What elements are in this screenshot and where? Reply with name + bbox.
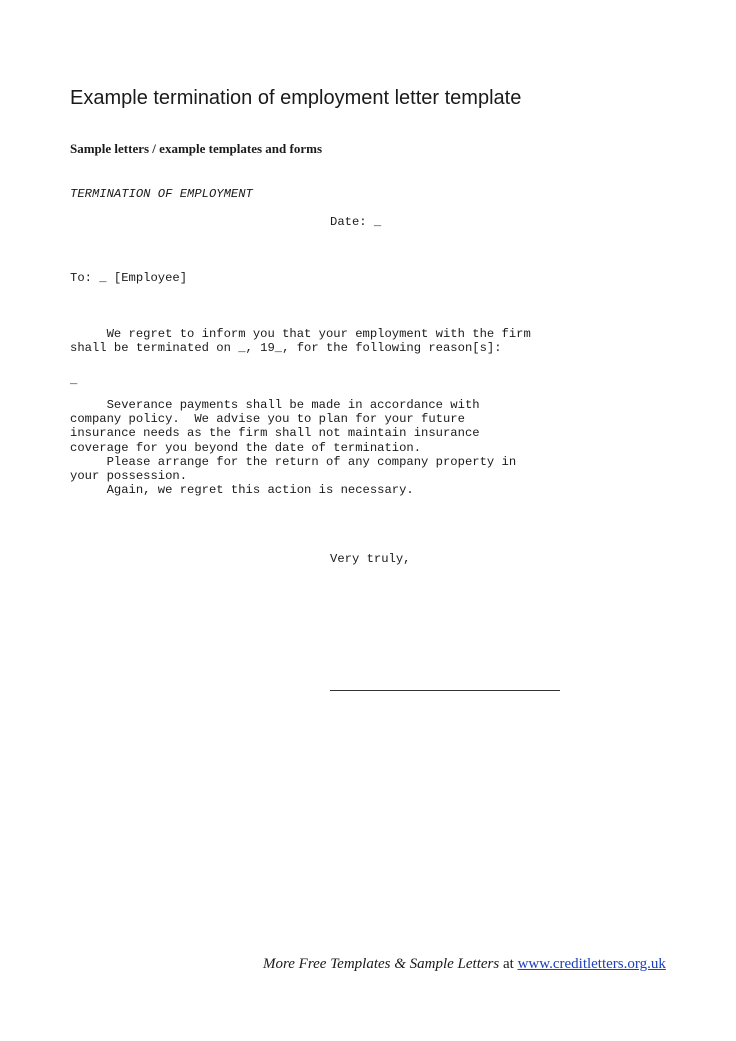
reason-blank: _	[70, 373, 78, 387]
document-title: Example termination of employment letter template	[70, 87, 522, 109]
letter-heading: TERMINATION OF EMPLOYMENT	[70, 187, 253, 201]
signature-line	[330, 690, 560, 691]
footer-connector: at	[499, 956, 518, 972]
termination-paragraph: We regret to inform you that your employment with the firm shall be terminated on _, 19_, for the following reason[s]:	[70, 327, 531, 356]
footer-link[interactable]: www.creditletters.org.uk	[517, 956, 666, 972]
closing-line: Very truly,	[330, 552, 411, 566]
footer-prefix: More Free Templates & Sample Letters	[263, 956, 500, 972]
date-line: Date: _	[330, 215, 382, 229]
severance-paragraph: Severance payments shall be made in accordance with company policy. We advise you to plan for your future insurance needs as the firm shall not maintain insurance coverage for you beyond the date of termination. Please arrange for the return of any company property in your possession. Again, we regret this action is necessary.	[70, 398, 517, 498]
recipient-line: To: _ [Employee]	[70, 271, 188, 285]
document-subtitle: Sample letters / example templates and forms	[70, 141, 323, 156]
footer	[263, 954, 666, 974]
